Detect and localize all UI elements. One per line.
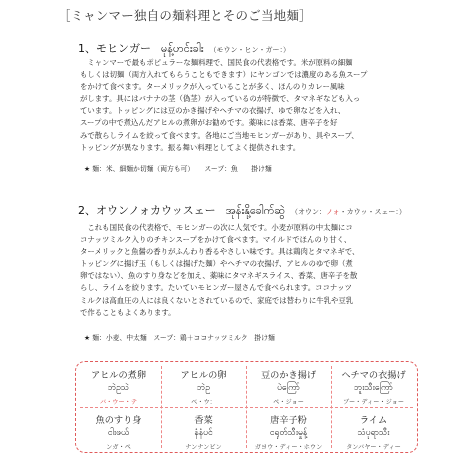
section1-line: がします。具にはバナナの茎（偽茎）が入っているのが特徴で、タマネギなども入っ xyxy=(80,94,361,104)
topping-burmese: ငရုတ်သီးမှုန့် xyxy=(269,428,308,438)
section2-heading-row xyxy=(78,202,406,220)
topping-burmese: ပဲကြော် xyxy=(277,383,300,393)
section2-line: ミルクは高血圧の人には良くないとされているので、家庭では替わりに牛乳や豆乳 xyxy=(80,295,354,305)
section2-line: トッピングに揚げ玉（もしくは揚げた麺）やヘチマの衣揚げ、アヒルのゆで卵（煮 xyxy=(80,259,353,269)
section1-line: みで散らしライムを絞って食べます。各地にご当地モヒンガーがあり、具やスープ、 xyxy=(80,130,359,140)
topping-cell xyxy=(161,407,246,452)
topping-cell xyxy=(76,407,161,452)
section1-line: をかけて食べます。ターメリックが入っていることが多く、ほんのりカレー風味 xyxy=(80,82,345,92)
section1-line: ています。トッピングには豆のかき揚げやヘチマの衣揚げ、ゆで卵などを入れ、 xyxy=(80,106,346,116)
topping-reading: ペ・ジョー xyxy=(273,399,304,406)
topping-reading: ベ・ウ： xyxy=(191,399,216,406)
topping-burmese: ငါးဖယ် xyxy=(107,428,130,438)
section2-line: コナッツミルク入りのチキンスープをかけて食べます。マイルドでほんのり甘く、 xyxy=(80,235,352,245)
topping-cell xyxy=(246,362,331,407)
topping-burmese: ဘူးသီးကြော် xyxy=(354,383,393,393)
topping-cell xyxy=(331,407,416,452)
topping-reading: タンバヤー・ディー xyxy=(346,444,401,451)
section2-reading-pre: （オウン： xyxy=(290,208,326,216)
section2-reading xyxy=(291,208,406,216)
section2-line: らし、ライムを絞ります。たいていモヒンガー屋さんで食べられます。ココナッツ xyxy=(80,283,352,293)
topping-reading: ナンナンビン xyxy=(185,444,222,451)
section1-reading: （モウン・ヒン・ガー：） xyxy=(209,46,291,54)
section1-line: トッピングが異なります。振る舞い料理としてよく提供されます。 xyxy=(80,142,301,152)
section1-line: もしくは切麺（両方入れてもらうこともできます）にヤンゴンでは濃度のある魚スープ xyxy=(80,70,368,80)
section1-burmese: မုန့်ဟင်းခါး xyxy=(161,42,204,55)
section2-reading-highlight: ノォ xyxy=(325,208,340,216)
topping-burmese: သံပုရာသီး xyxy=(357,428,390,438)
topping-name: アヒルの煮卵 xyxy=(90,370,147,381)
topping-burmese: နံနံပင် xyxy=(194,428,213,438)
section2-paragraph xyxy=(80,222,410,319)
section2-reading-post: ・カウッ・スェー：） xyxy=(339,208,406,216)
topping-name: 魚のすり身 xyxy=(95,415,142,426)
section1-note: ★ 麺：米、細麺か切麺（両方も可） スープ：魚 掛け麺 xyxy=(84,165,272,173)
toppings-table xyxy=(75,361,418,453)
section2-line: で作ることもよくあります。 xyxy=(80,307,176,317)
topping-reading: ブー・ディー・ジョー xyxy=(342,399,405,406)
section2-line: これも国民食の代表格で、モヒンガーの次に人気です。小麦が原料の中太麺にコ xyxy=(87,223,353,232)
topping-name: 唐辛子粉 xyxy=(270,415,307,426)
topping-name: アヒルの卵 xyxy=(180,370,227,381)
topping-burmese: ဘဲဥသဲ xyxy=(107,383,130,393)
section2-burmese: အုန်းနို့ခေါက်ဆွဲ xyxy=(225,204,285,217)
topping-name: ライム xyxy=(359,415,388,426)
section2-line: 卵ではない）、魚のすり身などを加え、薬味にタマネギスライス、香菜、唐辛子を散 xyxy=(80,271,358,281)
topping-name: 豆のかき揚げ xyxy=(260,370,317,381)
section1-line: スープの中で煮込んだアヒルの煮卵がお勧めです。薬味には香菜、唐辛子を好 xyxy=(80,118,338,128)
topping-burmese: ဘဲဥ xyxy=(197,383,210,393)
topping-cell xyxy=(331,362,416,407)
section1-paragraph xyxy=(80,57,410,154)
topping-cell xyxy=(161,362,246,407)
topping-reading: ンガ・ペ xyxy=(106,444,131,451)
section2-heading: 2、オウンノォカウッスェー xyxy=(78,204,216,217)
section2-line: ターメリックと魚醤の香りがふんわり香るやさしい味です。具は鶏肉とタマネギで、 xyxy=(80,247,360,257)
section2-note: ★ 麺：小麦、中太麺 スープ：鶏＋ココナッツミルク 掛け麺 xyxy=(84,334,275,342)
section1-heading: 1、モヒンガー xyxy=(78,42,151,55)
topping-name: 香菜 xyxy=(194,415,213,426)
topping-cell xyxy=(246,407,331,452)
page-title: ［ミャンマー独自の麺料理とそのご当地麺］ xyxy=(58,8,312,23)
section1-line: ミャンマーで最もポピュラーな麺料理で、国民食の代表格です。米が原料の細麺 xyxy=(87,58,353,67)
topping-reading: ガヨウ・ディー・ホウン xyxy=(254,444,323,451)
section1-heading-row xyxy=(78,40,290,58)
topping-reading: バ・ウー・テ xyxy=(99,399,138,406)
topping-name: ヘチマの衣揚げ xyxy=(341,370,406,381)
topping-cell xyxy=(76,362,161,407)
